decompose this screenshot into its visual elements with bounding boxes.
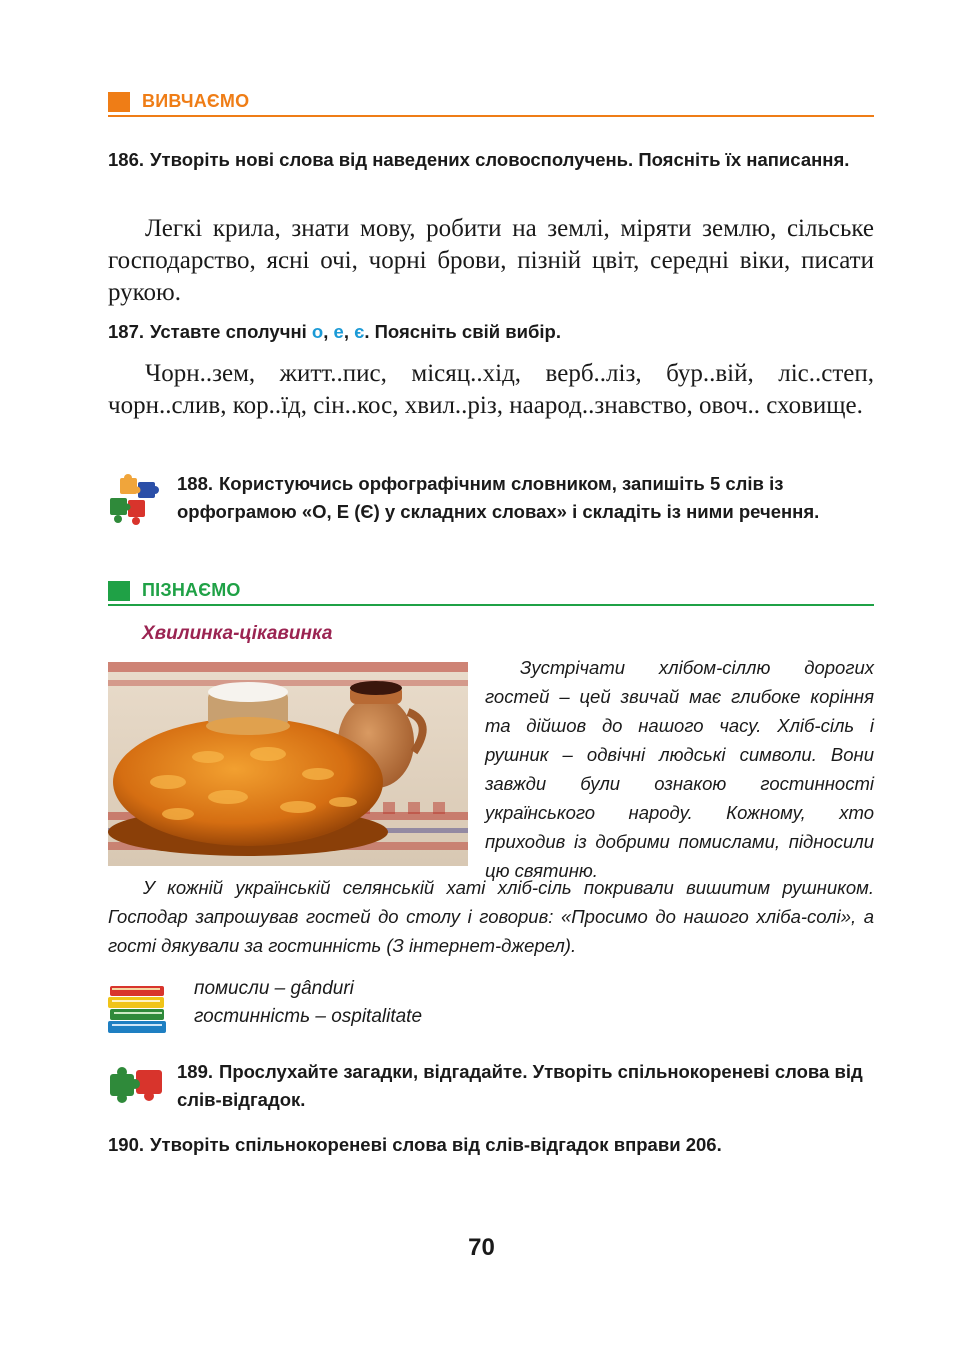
section-title: ПІЗНАЄМО [142, 580, 241, 600]
exercise-number: 189. [177, 1061, 214, 1082]
separator: , [323, 321, 334, 342]
exercise-number: 190. [108, 1134, 145, 1155]
exercise-instruction: Утворіть спільнокореневі слова від слів-відгадок вправи 206. [150, 1134, 722, 1155]
vowel-ye: є [354, 321, 365, 342]
exercise-186-task [108, 146, 874, 174]
vowel-e: е [333, 321, 344, 342]
puzzle-icon [108, 474, 166, 534]
puzzle-icon [108, 1064, 166, 1104]
vocab-line-1: помисли – gânduri [194, 978, 354, 999]
exercise-188-task [177, 470, 874, 526]
section-rule [108, 115, 874, 117]
exercise-instruction: Утворіть нові слова від наведених словосполучень. Поясніть їх написання. [150, 149, 850, 170]
exercise-190-task [108, 1131, 874, 1159]
section-header-learn [108, 578, 874, 604]
section-header-study [108, 89, 874, 115]
exercise-number: 187. [108, 321, 145, 342]
exercise-number: 188. [177, 473, 214, 494]
page-number: 70 [468, 1234, 495, 1261]
fact-paragraph-1: Зустрічати хлібом-сіллю дорогих гостей – цей звичай має глибоке коріння та дійшов до нашого часу. Хліб-сіль і рушник – одвічні людські символи. Вони завжди були ознакою гостинності українського народу. Кожному, хто приходив із добрими помислами, підносили цю святиню. [485, 657, 874, 881]
section-marker [108, 92, 130, 112]
section-title: ВИВЧАЄМО [142, 91, 250, 111]
exercise-187-text: Чорн..зем, житт..пис, місяц..хід, верб..ліз, бур..вій, ліс..степ, чорн..слив, кор..їд, сін..кос, хвил..різ, наарод..знавство, овоч.. сховище. [108, 360, 874, 419]
exercise-instruction-suffix: . Поясніть свій вибір. [364, 321, 561, 342]
exercise-instruction: Прослухайте загадки, відгадайте. Утворіть спільнокореневі слова від слів-відгадок. [177, 1061, 863, 1110]
fact-title: Хвилинка-цікавинка [142, 623, 333, 644]
exercise-186-text: Легкі крила, знати мову, робити на землі, міряти землю, сільське господарство, ясні очі, чорні брови, пізній цвіт, середні віки, писати рукою. [108, 215, 874, 306]
separator: , [343, 321, 355, 342]
exercise-189-task [177, 1058, 874, 1114]
vocab-line-2: гостинність – ospitalitate [194, 1006, 423, 1027]
exercise-number: 186. [108, 149, 145, 170]
vowel-o: о [311, 321, 324, 342]
exercise-instruction-prefix: Уставте сполучні [150, 321, 312, 342]
exercise-instruction: Користуючись орфографічним словником, запишіть 5 слів із орфограмою «О, Е (Є) у складних словах» і складіть із ними речення. [177, 473, 820, 522]
fact-paragraph-2: У кожній українській селянській хаті хліб-сіль покривали вишитим рушником. Господар запрошував гостей до столу і говорив: «Просимо до нашого хліба-солі», а гості дякували за гостинність (З інтернет-джерел). [108, 877, 874, 956]
bread-salt-photo [108, 662, 468, 866]
section-marker [108, 581, 130, 601]
books-icon [108, 984, 168, 1036]
exercise-187-task [108, 318, 874, 346]
section-rule [108, 604, 874, 606]
